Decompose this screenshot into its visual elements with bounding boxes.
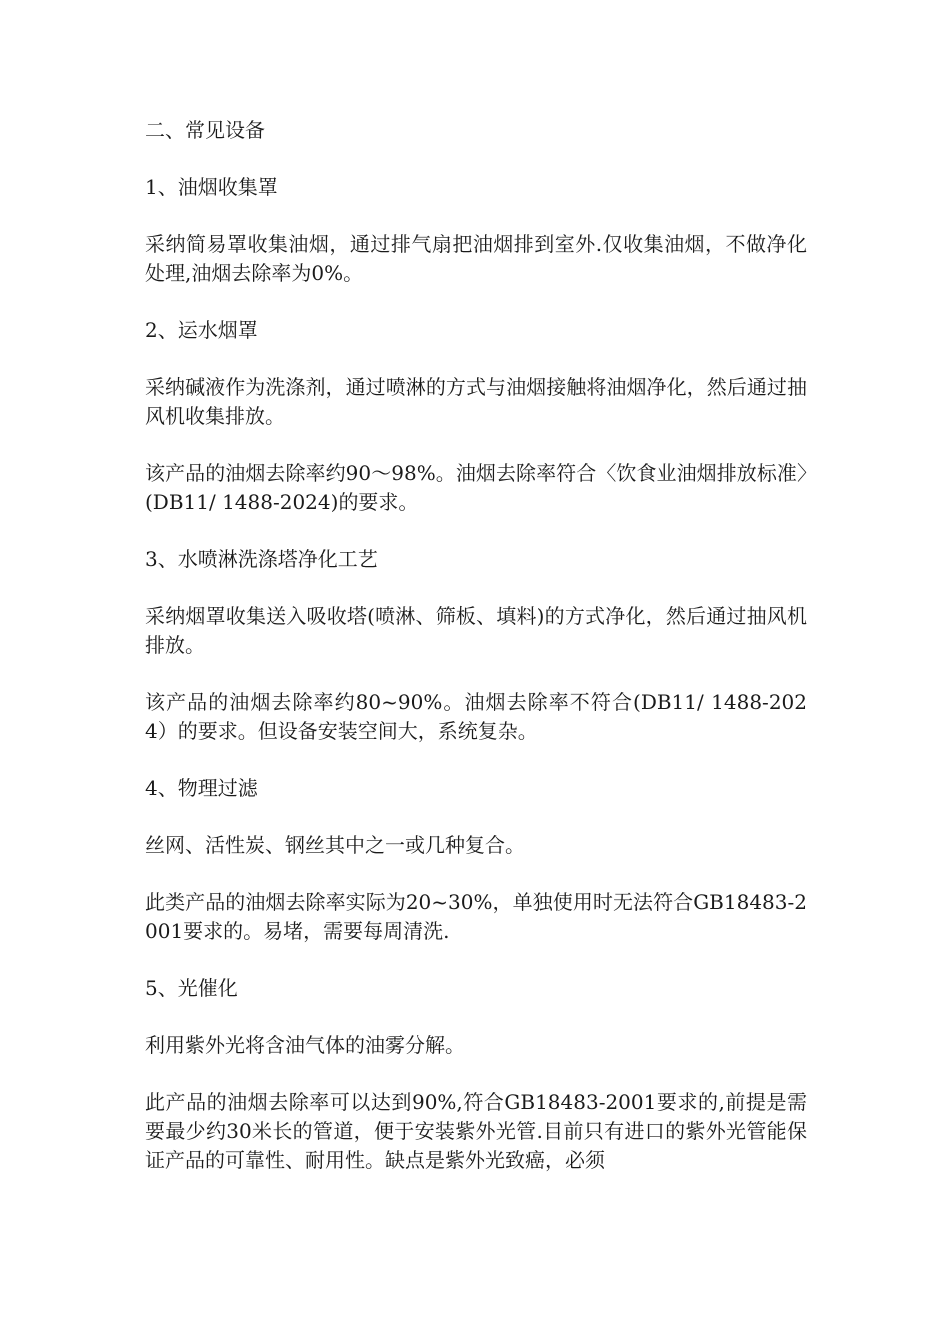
- paragraph-water-hood-rate: 该产品的油烟去除率约90～98%。油烟去除率符合〈饮食业油烟排放标准〉(DB11/ 1488-2024)的要求。: [145, 461, 807, 514]
- paragraph-physical-filter-rate: 此类产品的油烟去除率实际为20~30%，单独使用时无法符合GB18483-2001要求的。易堵，需要每周清洗.: [145, 890, 807, 943]
- paragraph-water-hood-method: 采纳碱液作为洗涤剂，通过喷淋的方式与油烟接触将油烟净化，然后通过抽风机收集排放。: [145, 375, 807, 428]
- paragraph-physical-filter-materials: 丝网、活性炭、钢丝其中之一或几种复合。: [145, 833, 525, 857]
- heading-physical-filter: 4、物理过滤: [145, 776, 258, 800]
- heading-water-hood: 2、运水烟罩: [145, 318, 258, 342]
- document-body: [145, 116, 807, 1203]
- paragraph-photocatalysis-method: 利用紫外光将含油气体的油雾分解。: [145, 1033, 465, 1057]
- paragraph-spray-tower-method: 采纳烟罩收集送入吸收塔(喷淋、筛板、填料)的方式净化，然后通过抽风机排放。: [145, 604, 807, 657]
- paragraph-oil-fume-hood: 采纳简易罩收集油烟，通过排气扇把油烟排到室外.仅收集油烟，不做净化处理,油烟去除率为0%。: [145, 232, 807, 285]
- paragraph-spray-tower-rate: 该产品的油烟去除率约80~90%。油烟去除率不符合(DB11/ 1488-2024）的要求。但设备安装空间大，系统复杂。: [145, 690, 807, 743]
- section-title: 二、常见设备: [145, 118, 265, 142]
- heading-spray-tower: 3、水喷淋洗涤塔净化工艺: [145, 547, 378, 571]
- heading-photocatalysis: 5、光催化: [145, 976, 238, 1000]
- heading-oil-fume-hood: 1、油烟收集罩: [145, 175, 278, 199]
- paragraph-photocatalysis-rate: 此产品的油烟去除率可以达到90%,符合GB18483-2001要求的,前提是需要最少约30米长的管道，便于安装紫外光管.目前只有进口的紫外光管能保证产品的可靠性、耐用性。缺点是紫外光致癌，必须: [145, 1090, 807, 1172]
